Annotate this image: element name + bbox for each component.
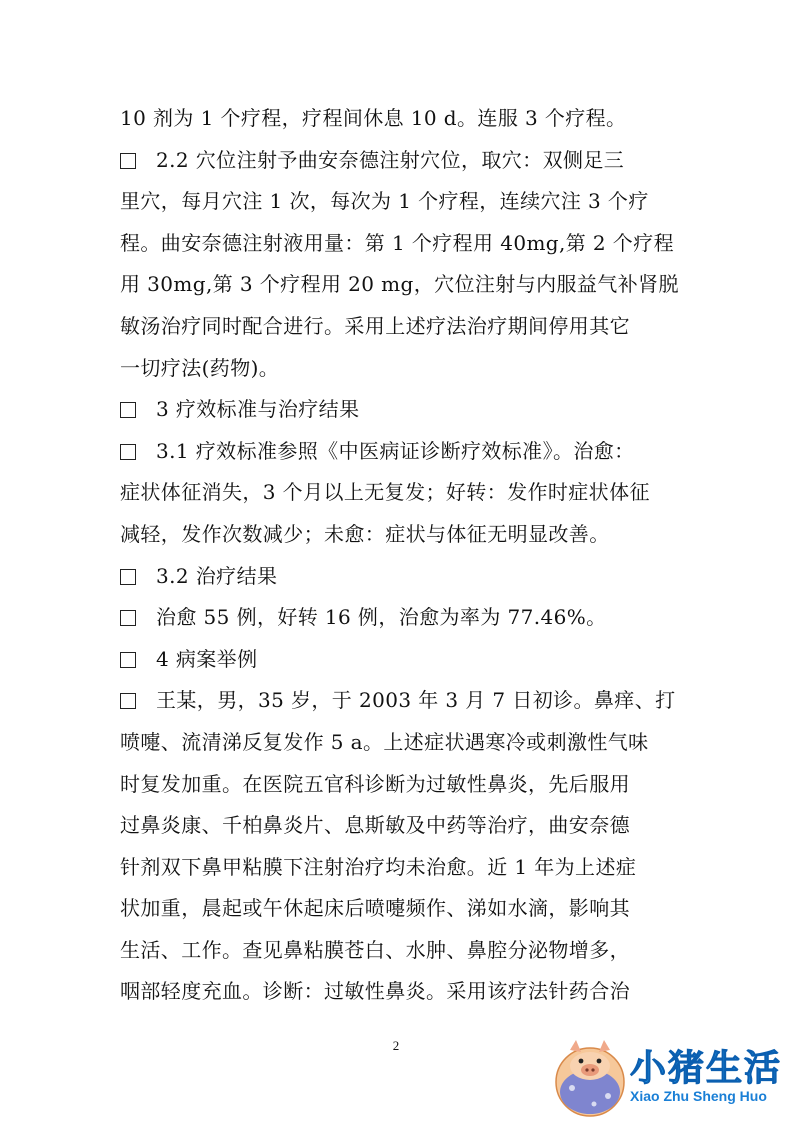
text-line <box>120 181 680 223</box>
text-line <box>120 514 680 556</box>
text-line <box>120 971 680 1013</box>
text-line-content: 3.1 疗效标准参照《中医病证诊断疗效标准》。治愈： <box>156 438 635 463</box>
text-line-content: 2.2 穴位注射予曲安奈德注射穴位，取穴：双侧足三 <box>156 147 625 172</box>
text-line <box>120 472 680 514</box>
text-line-content: 3 疗效标准与治疗结果 <box>156 397 360 422</box>
checkbox-square-icon <box>120 693 136 709</box>
checkbox-square-icon <box>120 569 136 585</box>
text-line <box>120 140 680 182</box>
text-line <box>120 930 680 972</box>
text-line-content: 程。曲安奈德注射液用量：第 1 个疗程用 40mg,第 2 个疗程 <box>120 230 675 255</box>
text-line <box>120 223 680 265</box>
page-number: 2 <box>392 1038 400 1053</box>
text-line-content: 10 剂为 1 个疗程，疗程间休息 10 d。连服 3 个疗程。 <box>120 106 627 130</box>
text-line <box>120 597 680 639</box>
text-line <box>120 680 680 722</box>
body-text <box>120 98 680 1013</box>
checkbox-square-icon <box>120 444 136 460</box>
text-line <box>120 639 680 681</box>
text-line <box>120 98 680 140</box>
text-line-content: 时复发加重。在医院五官科诊断为过敏性鼻炎，先后服用 <box>120 771 630 796</box>
text-line-content: 王某，男，35 岁，于 2003 年 3 月 7 日初诊。鼻痒、打 <box>156 688 676 713</box>
text-line-content: 一切疗法(药物)。 <box>120 355 280 380</box>
text-line-content: 喷嚏、流清涕反复发作 5 a。上述症状遇寒冷或刺激性气味 <box>120 729 649 754</box>
text-line <box>120 888 680 930</box>
text-line-content: 咽部轻度充血。诊断：过敏性鼻炎。采用该疗法针药合治 <box>120 979 630 1004</box>
text-line-content: 生活、工作。查见鼻粘膜苍白、水肿、鼻腔分泌物增多， <box>120 937 630 962</box>
text-line <box>120 389 680 431</box>
text-line <box>120 847 680 889</box>
text-line-content: 敏汤治疗同时配合进行。采用上述疗法治疗期间停用其它 <box>120 313 630 338</box>
text-line <box>120 431 680 473</box>
text-line-content: 针剂双下鼻甲粘膜下注射治疗均未治愈。近 1 年为上述症 <box>120 854 637 879</box>
text-line-content: 里穴，每月穴注 1 次，每次为 1 个疗程，连续穴注 3 个疗 <box>120 189 649 214</box>
text-line <box>120 722 680 764</box>
text-line <box>120 306 680 348</box>
text-line-content: 治愈 55 例，好转 16 例，治愈为率为 77.46%。 <box>156 605 607 630</box>
text-line <box>120 764 680 806</box>
text-line-content: 过鼻炎康、千柏鼻炎片、息斯敏及中药等治疗，曲安奈德 <box>120 813 630 838</box>
text-line <box>120 264 680 306</box>
pig-mascot-icon <box>552 1030 632 1120</box>
text-line-content: 用 30mg,第 3 个疗程用 20 mg，穴位注射与内服益气补肾脱 <box>120 272 679 297</box>
text-line <box>120 556 680 598</box>
text-line <box>120 805 680 847</box>
checkbox-square-icon <box>120 652 136 668</box>
text-line-content: 3.2 治疗结果 <box>156 563 278 588</box>
logo-english-text: Xiao Zhu Sheng Huo <box>630 1088 767 1104</box>
text-line-content: 4 病案举例 <box>156 646 258 671</box>
logo-chinese-text: 小猪生活 <box>630 1048 783 1089</box>
text-line <box>120 348 680 390</box>
checkbox-square-icon <box>120 402 136 418</box>
watermark-logo <box>552 1030 792 1120</box>
text-line-content: 症状体征消失，3 个月以上无复发；好转：发作时症状体征 <box>120 480 650 505</box>
text-line-content: 状加重，晨起或午休起床后喷嚏频作、涕如水滴，影响其 <box>120 896 630 921</box>
checkbox-square-icon <box>120 610 136 626</box>
checkbox-square-icon <box>120 153 136 169</box>
text-line-content: 减轻，发作次数减少；未愈：症状与体征无明显改善。 <box>120 521 610 546</box>
